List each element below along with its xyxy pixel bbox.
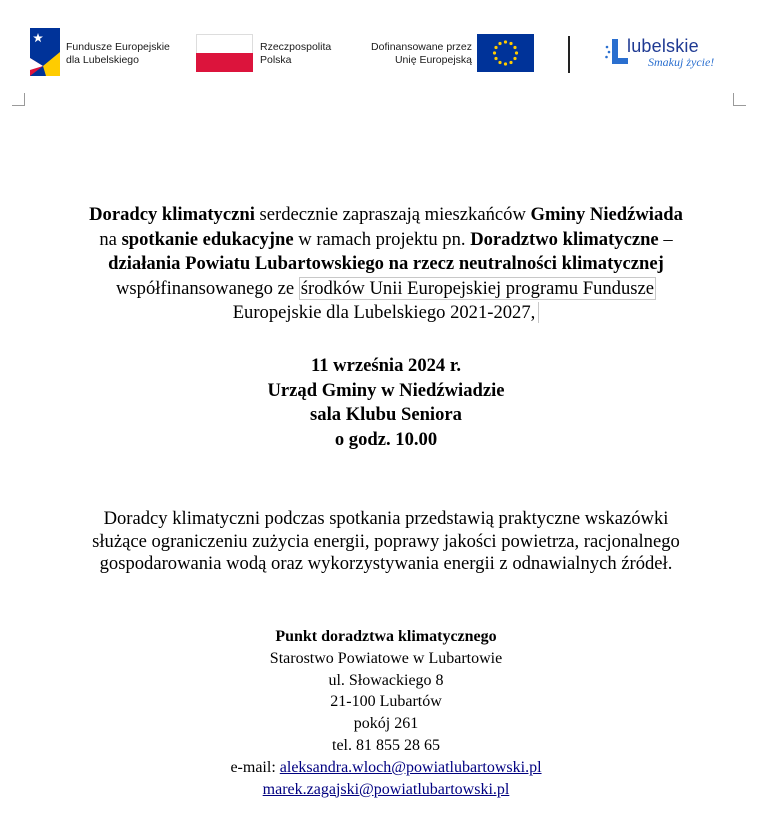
event-details bbox=[0, 354, 772, 452]
intro-line-5 bbox=[0, 301, 772, 326]
logo-bar bbox=[0, 0, 772, 92]
poland-flag-icon bbox=[196, 34, 253, 72]
ue-logo-line1: Dofinansowane przez bbox=[371, 41, 472, 53]
contact-office: Starostwo Powiatowe w Lubartowie bbox=[269, 649, 503, 667]
page-margin-corner-left bbox=[12, 93, 25, 106]
intro-line-4 bbox=[0, 277, 772, 302]
intro-line-2 bbox=[0, 228, 772, 253]
logo-separator bbox=[568, 36, 570, 73]
advisors-label: Doradcy klimatyczni bbox=[89, 204, 255, 225]
contact-org: Punkt doradztwa klimatycznego bbox=[275, 628, 497, 645]
email-label: e-mail: bbox=[230, 758, 280, 776]
fe-logo bbox=[30, 28, 180, 78]
intro-text: współfinansowanego ze bbox=[115, 277, 299, 299]
event-place: Urząd Gminy w Niedźwiadzie bbox=[267, 379, 505, 401]
intro-line-1 bbox=[0, 203, 772, 228]
email-link-2[interactable]: marek.zagajski@powiatlubartowski.pl bbox=[262, 780, 510, 798]
lubelskie-logo-slogan: Smakuj życie! bbox=[648, 55, 715, 69]
description-line-1: Doradcy klimatyczni podczas spotkania przedstawią praktyczne wskazówki bbox=[103, 508, 669, 529]
rp-logo-text bbox=[260, 41, 331, 67]
contact-block bbox=[0, 626, 772, 800]
ue-logo-line2: Unię Europejską bbox=[394, 54, 472, 66]
municipality-name: Gminy Niedźwiada bbox=[530, 204, 683, 225]
intro-text: na bbox=[99, 228, 122, 250]
fe-logo-text bbox=[66, 41, 170, 67]
fe-logo-line1: Fundusze Europejskie bbox=[66, 41, 170, 53]
description-paragraph bbox=[0, 508, 772, 576]
intro-line-3 bbox=[0, 252, 772, 277]
contact-email-line bbox=[0, 757, 772, 779]
description-line-2: służące ograniczeniu zużycia energii, poprawy jakości powietrza, racjonalnego bbox=[92, 530, 680, 552]
rp-logo-line1: Rzeczpospolita bbox=[260, 41, 332, 53]
lubelskie-logo-name: lubelskie bbox=[627, 36, 699, 56]
contact-room: pokój 261 bbox=[353, 715, 419, 733]
contact-phone: tel. 81 855 28 65 bbox=[332, 736, 440, 754]
rp-logo-line2: Polska bbox=[260, 54, 292, 66]
email-link-1[interactable]: aleksandra.wloch@powiatlubartowski.pl bbox=[279, 758, 542, 776]
project-name-cont: działania Powiatu Lubartowskiego na rzecz neutralności klimatycznej bbox=[108, 253, 664, 274]
rp-logo bbox=[196, 34, 346, 74]
eu-flag-icon bbox=[477, 34, 534, 72]
intro-text: serdecznie zapraszają mieszkańców bbox=[254, 204, 531, 225]
event-date: 11 września 2024 r. bbox=[310, 355, 462, 376]
funding-text: środków Unii Europejskiej programu Fundusze bbox=[300, 277, 655, 299]
contact-city: 21-100 Lubartów bbox=[330, 693, 442, 711]
ue-logo bbox=[358, 34, 538, 74]
meeting-type: spotkanie edukacyjne bbox=[121, 228, 294, 250]
invitation-paragraph bbox=[0, 203, 772, 326]
ue-logo-text bbox=[371, 41, 472, 67]
intro-text: – bbox=[658, 228, 673, 250]
fe-logo-line2: dla Lubelskiego bbox=[66, 54, 139, 66]
funding-text-cont: Europejskie dla Lubelskiego 2021-2027, bbox=[233, 302, 540, 323]
page-margin-corner-right bbox=[733, 93, 746, 106]
description-line-3: gospodarowania wodą oraz wykorzystywania energii z odnawialnych źródeł. bbox=[99, 553, 673, 574]
event-time: o godz. 10.00 bbox=[334, 428, 438, 450]
project-name: Doradztwo klimatyczne bbox=[470, 228, 659, 250]
lubelskie-logo bbox=[604, 36, 744, 76]
intro-text: w ramach projektu pn. bbox=[293, 228, 471, 250]
contact-email-line-2 bbox=[0, 779, 772, 801]
contact-street: ul. Słowackiego 8 bbox=[328, 671, 444, 689]
fe-flag-icon bbox=[30, 28, 60, 76]
event-room: sala Klubu Seniora bbox=[310, 404, 462, 425]
